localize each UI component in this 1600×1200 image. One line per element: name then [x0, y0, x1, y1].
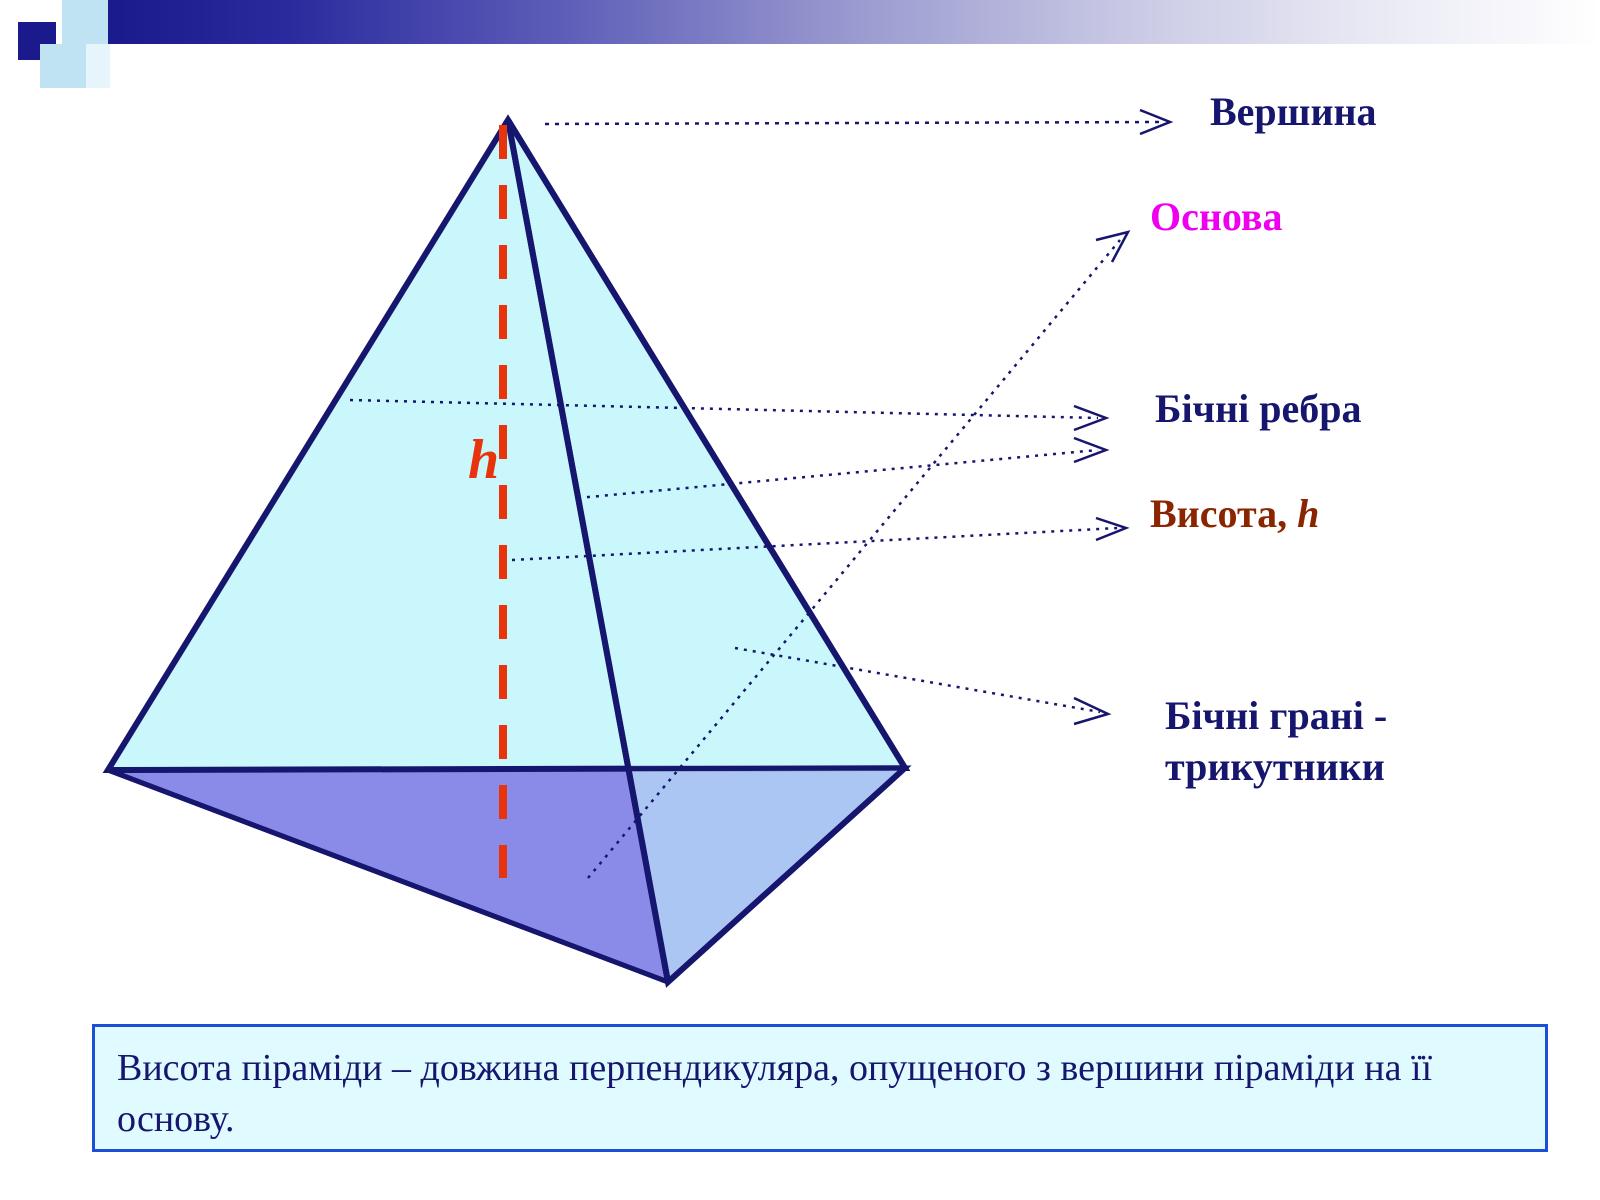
- pointer-apex: [545, 122, 1160, 124]
- label-height-symbol: h: [1297, 491, 1320, 536]
- caption-text: Висота піраміди – довжина перпендикуляра, опущеного з вершини піраміди на її основу.: [117, 1047, 1433, 1141]
- label-apex: Вершина: [1210, 89, 1377, 134]
- label-base: Основа: [1150, 194, 1283, 239]
- pointer-base-arrow-icon: [1096, 232, 1128, 262]
- height-symbol-label: h: [468, 429, 500, 491]
- label-lateral-edges: Бічні ребра: [1155, 386, 1362, 431]
- label-height: [1150, 490, 1319, 537]
- label-lateral-faces: Бічні грані - трикутники: [1165, 693, 1388, 790]
- caption-box: [92, 1024, 1548, 1152]
- pointer-height-arrow-icon: [1096, 518, 1126, 540]
- label-height-text: Висота,: [1150, 491, 1298, 536]
